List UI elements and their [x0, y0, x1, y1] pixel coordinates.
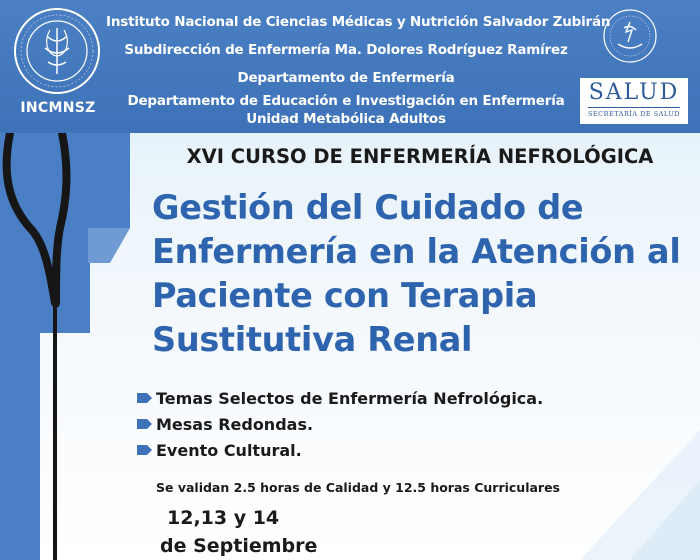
header-line-unit: Unidad Metabólica Adultos — [246, 111, 446, 127]
credit-validity-note: Se validan 2.5 horas de Calidad y 12.5 horas Curriculares — [156, 480, 560, 495]
arrow-bullet-icon — [137, 444, 152, 456]
institute-acronym: INCMNSZ — [20, 100, 96, 116]
decorative-light-shapes — [520, 400, 700, 560]
main-title-line-2: Enfermería en la Atención al — [152, 232, 681, 271]
header-line-subdirection: Subdirección de Enfermería Ma. Dolores Rodríguez Ramírez — [124, 42, 568, 58]
salud-logo-name: SALUD — [588, 80, 680, 105]
list-item — [137, 385, 543, 411]
mexico-coat-of-arms-icon — [602, 8, 658, 64]
header-line-department: Departamento de Enfermería — [237, 70, 455, 86]
header-banner — [0, 0, 700, 133]
stethoscope-illustration — [0, 133, 160, 560]
main-title-line-3: Paciente con Terapia — [152, 276, 538, 315]
main-title-line-4: Sustitutiva Renal — [152, 320, 473, 359]
salud-logo-divider — [588, 107, 680, 108]
salud-logo — [580, 78, 688, 124]
arrow-bullet-icon — [137, 392, 152, 404]
course-dates-days: 12,13 y 14 — [167, 507, 280, 529]
course-number-title: XVI CURSO DE ENFERMERÍA NEFROLÓGICA — [186, 145, 654, 168]
list-item — [137, 437, 543, 463]
topic-label: Temas Selectos de Enfermería Nefrológica. — [156, 388, 544, 408]
topics-list — [137, 385, 543, 463]
topic-label: Evento Cultural. — [156, 440, 302, 460]
header-line-education-department: Departamento de Educación e Investigación en Enfermería — [127, 93, 565, 109]
main-title-line-1: Gestión del Cuidado de — [152, 188, 584, 227]
institute-seal-icon — [12, 6, 102, 96]
topic-label: Mesas Redondas. — [156, 414, 314, 434]
arrow-bullet-icon — [137, 418, 152, 430]
salud-logo-subtitle: SECRETARÍA DE SALUD — [587, 110, 681, 118]
list-item — [137, 411, 543, 437]
header-line-institute: Instituto Nacional de Ciencias Médicas y Nutrición Salvador Zubirán — [106, 14, 611, 30]
course-dates-month: de Septiembre — [160, 535, 318, 557]
course-main-title — [152, 186, 697, 362]
